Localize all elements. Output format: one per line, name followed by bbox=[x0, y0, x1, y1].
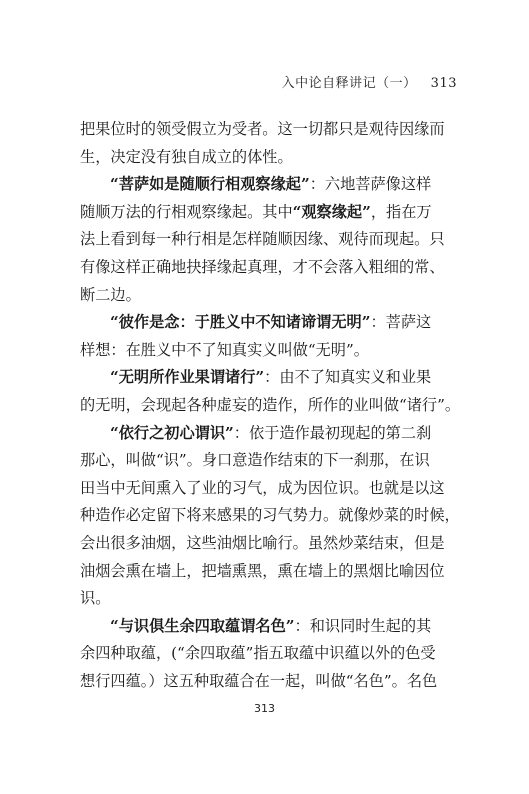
commentary-text: ，指在万 bbox=[370, 202, 432, 221]
commentary-text: 生，决定没有独自成立的体性。 bbox=[80, 147, 293, 166]
text-line bbox=[80, 309, 462, 337]
text-line bbox=[80, 392, 462, 420]
commentary-text: 样想：在胜义中不了知真实义叫做“无明”。 bbox=[80, 340, 369, 359]
quoted-source-text: “菩萨如是随顺行相观察缘起” bbox=[110, 175, 310, 194]
commentary-text: 油烟会熏在墙上，把墙熏黑，熏在墙上的黑烟比喻因位 bbox=[80, 561, 445, 580]
quoted-source-text: “无明所作业果谓诸行” bbox=[110, 368, 265, 387]
book-title: 入中论自释讲记（一） bbox=[281, 76, 417, 91]
quoted-source-text: “与识俱生余四取蕴谓名色” bbox=[110, 616, 295, 635]
commentary-text: 会出很多油烟，这些油烟比喻行。虽然炒菜结束，但是 bbox=[80, 533, 445, 552]
text-line bbox=[80, 530, 462, 558]
quoted-source-text: “观察缘起” bbox=[292, 202, 371, 221]
commentary-text: ：由不了知真实义和业果 bbox=[264, 368, 432, 387]
text-line bbox=[80, 640, 462, 668]
text-line bbox=[80, 144, 462, 172]
commentary-text: 的无明，会现起各种虚妄的造作，所作的业叫做“诸行”。 bbox=[80, 395, 461, 414]
commentary-text: ：六地菩萨像这样 bbox=[309, 175, 432, 194]
text-line bbox=[80, 171, 462, 199]
commentary-text: 识。 bbox=[80, 589, 111, 608]
commentary-text: 法上看到每一种行相是怎样随顺因缘、观待而现起。只 bbox=[80, 230, 445, 249]
text-line bbox=[80, 585, 462, 613]
text-line bbox=[80, 668, 462, 696]
commentary-text: 田当中无间熏入了业的习气，成为因位识。也就是以这 bbox=[80, 478, 445, 497]
commentary-text: 余四种取蕴，(“余四取蕴”指五取蕴中识蕴以外的色受 bbox=[80, 644, 436, 663]
text-line bbox=[80, 475, 462, 503]
commentary-text: 断二边。 bbox=[80, 285, 141, 304]
text-line bbox=[80, 116, 462, 144]
commentary-text: 那心，叫做“识”。身口意造作结束的下一刹那，在识 bbox=[80, 451, 430, 470]
text-line bbox=[80, 613, 462, 641]
text-line bbox=[80, 420, 462, 448]
text-line bbox=[80, 364, 462, 392]
quoted-source-text: “彼作是念：于胜义中不知诸谛谓无明” bbox=[110, 313, 371, 332]
text-line bbox=[80, 447, 462, 475]
text-line bbox=[80, 558, 462, 586]
quoted-source-text: “依行之初心谓识” bbox=[110, 423, 234, 442]
text-line bbox=[80, 337, 462, 365]
footer-page-number: 313 bbox=[254, 702, 275, 715]
text-line bbox=[80, 282, 462, 310]
body-text bbox=[80, 116, 462, 695]
text-line bbox=[80, 254, 462, 282]
text-line bbox=[80, 502, 462, 530]
running-header bbox=[282, 72, 457, 91]
commentary-text: 把果位时的领受假立为受者。这一切都只是观待因缘而 bbox=[80, 120, 445, 138]
commentary-text: 有像这样正确地抉择缘起真理，才不会落入粗细的常、 bbox=[80, 257, 445, 276]
commentary-text: 种造作必定留下将来感果的习气势力。就像炒菜的时候， bbox=[80, 506, 460, 525]
text-line bbox=[80, 226, 462, 254]
commentary-text: ：菩萨这 bbox=[370, 313, 432, 332]
commentary-text: ：依于造作最初现起的第二刹 bbox=[233, 423, 432, 442]
text-line bbox=[80, 199, 462, 227]
header-page-number: 313 bbox=[430, 76, 457, 91]
commentary-text: 随顺万法的行相观察缘起。其中 bbox=[80, 202, 293, 221]
commentary-text: 想行四蕴。）这五种取蕴合在一起，叫做“名色”。名色 bbox=[80, 671, 438, 690]
commentary-text: ：和识同时生起的其 bbox=[294, 616, 432, 635]
